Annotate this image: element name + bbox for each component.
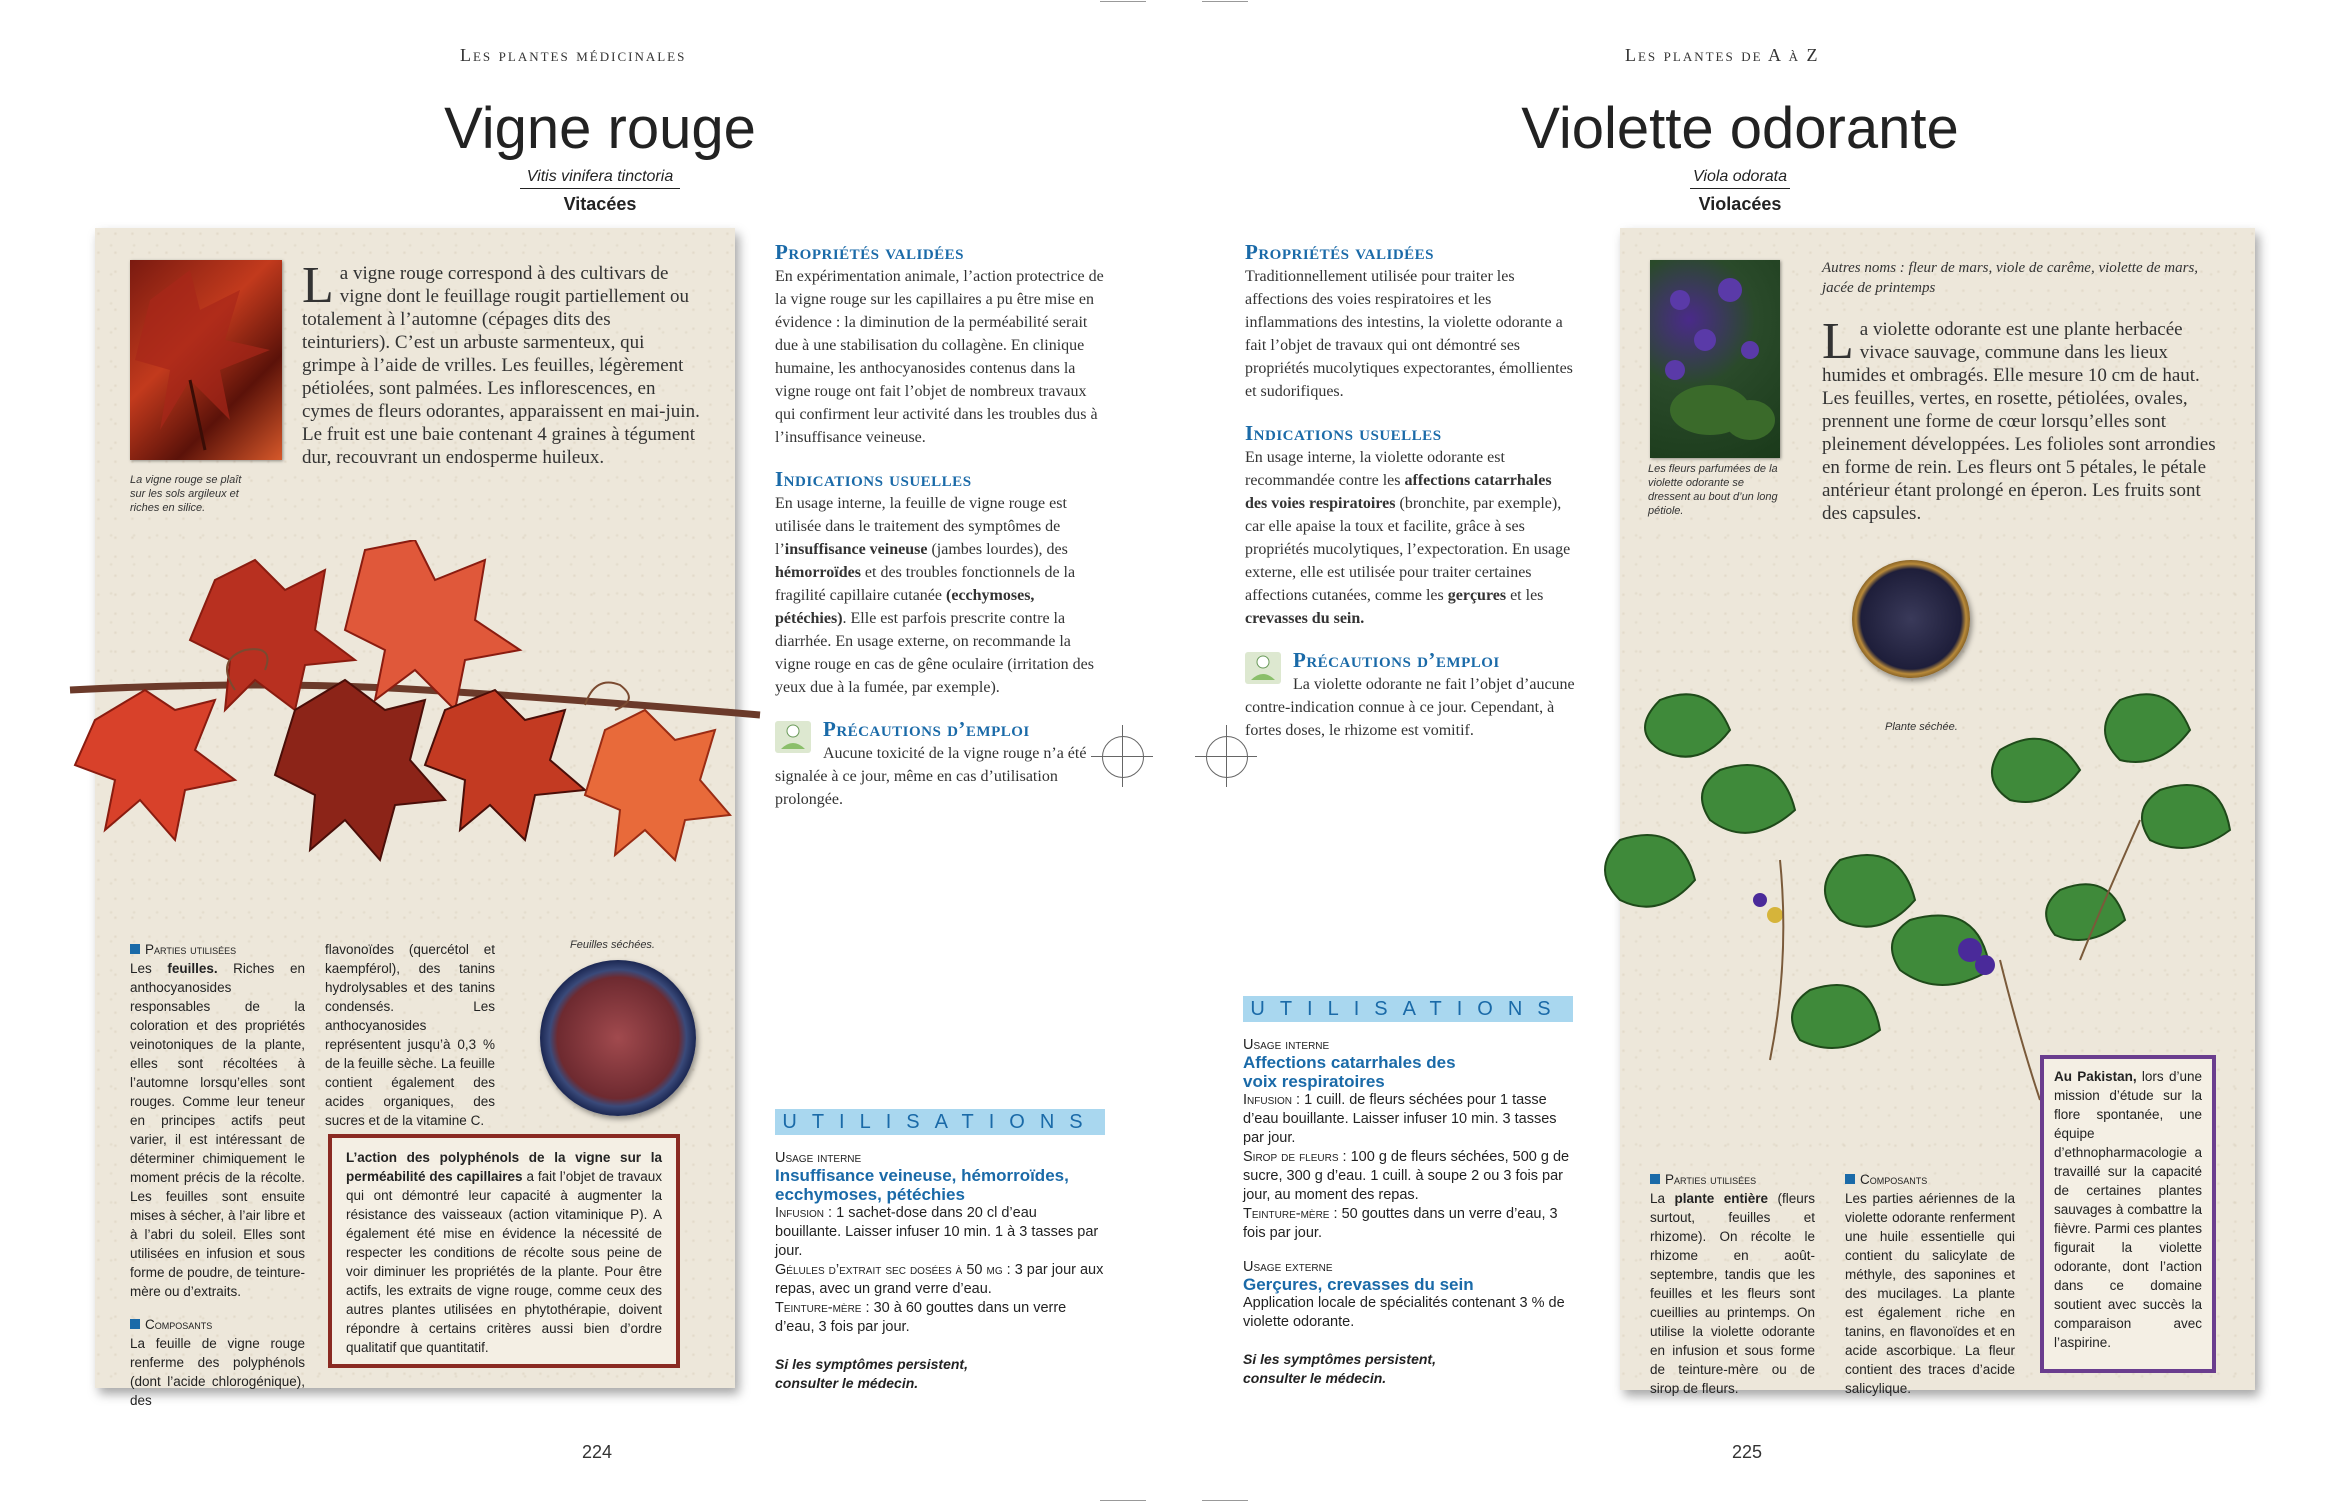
components-title: Composants [1860, 1172, 1928, 1187]
parts-bold: plante entière [1674, 1191, 1769, 1206]
components-text: Les parties aériennes de la violette odorante renferment une huile essentielle qui contient du salicylate de méthyle, des saponines et des mucilages. La plante est également riche en tanins, en flavonoïdes et en acide ascorbique. La fleur contient des traces d’acide salicylique. [1845, 1191, 2015, 1396]
usage-externe: Usage externe [1243, 1259, 1333, 1275]
properties-text: Traditionnellement utilisée pour traiter les affections des voies respiratoires et les inflammations des intestins, la violette odorante a fait l’objet de travaux qui ont démontré ses propriétés mucolytiques expectorantes, émollientes et sudorifiques. [1245, 268, 1573, 400]
intro-text: a vigne rouge correspond à des cultivars de vigne dont le feuillage rougit partiellement ou totalement à l’automne (cépages dits des teinturiers). C’est un arbuste sarmenteux, qui grimpe à l’aide de vrilles. Les feuilles, légèrement pétiolées, sont palmées. Les inflorescences, en cymes de fleurs odorantes, apparaissent en mai-juin. Le fruit est une baie contenant 4 graines à tégument dur, recouvrant un endosperme huileux. [302, 263, 700, 468]
warning-left: Si les symptômes persistent, consulter le médecin. [775, 1356, 968, 1391]
usage-interne: Usage interne [775, 1150, 862, 1166]
parts-title: Parties utilisées [145, 942, 237, 957]
ind-bold: insuffisance veineuse [784, 541, 928, 558]
label: Infusion [1243, 1092, 1293, 1108]
intro-text: a violette odorante est une plante herbacée vivace sauvage, commune dans les lieux humides et ombragés. Elle mesure 10 cm de haut. Les feuilles, vertes, en rosette, pétiolées, ovales, prennent une forme de cœur lorsqu’elles sont pleinement développées. Les folioles sont arrondies en forme de rein. Les fleurs ont 5 pétales, le pétale antérieur étant prolongé en éperon. Les fruits sont des capsules. [1822, 319, 2216, 524]
utilisations-bar-left: UTILISATIONS [775, 1109, 1105, 1135]
family-right: Violacées [1698, 194, 1782, 214]
vine-photo [130, 260, 282, 460]
dried-caption-left: Feuilles séchées. [570, 939, 655, 951]
components-right [1845, 1170, 2015, 1398]
bullet-square [1650, 1174, 1660, 1184]
family-left: Vitacées [563, 194, 637, 214]
registration-mark [1102, 736, 1144, 778]
parts-text: Riches en anthocyanosides responsables de la coloration et des propriétés veinotoniques de la plante, elles sont récoltées à l’automne lorsqu’elles sont rouges. Comme leur teneur en principes actifs peut varier, il est intéressant de déterminer chimiquement le moment précis de la récolte. Les feuilles sont ensuite mises à sécher, à l’air libre et à l’abri du soleil. Elles sont utilisées en infusion et sous forme de poudre, de teinture-mère ou d’extraits. [130, 961, 305, 1299]
components-col2-left: flavonoïdes (quercétol et kaempférol), des tanins hydrolysables et des tanins condensés. Les anthocyanosides représentent jusqu’à 0,3 % de la feuille sèche. La feuille contient également des acides organiques, des sucres et de la vitamine C. [325, 942, 495, 1128]
properties-title: Propriétés validées [775, 240, 965, 264]
sirop-text [1243, 1148, 1573, 1205]
violet-photo [1650, 260, 1780, 458]
parts-bold: feuilles. [167, 961, 218, 976]
precautions-left [775, 717, 1105, 811]
ind-text: et des troubles fonctionnels de la fragilité capillaire cutanée [775, 564, 1076, 604]
precautions-title: Précautions d’emploi [1293, 648, 1500, 672]
infusion-text [775, 1204, 1105, 1261]
indications-text [775, 492, 1105, 699]
label: Teinture-mère [1243, 1206, 1330, 1222]
box-text: a fait l’objet de travaux qui ont démontré leur capacité à augmenter la résistance des vaisseaux (action vitaminique P). A également été mise en évidence la nécessité de respecter les conditions de récolte sous peine de voir diminuer les propriétés de la plante. Pour être actifs, les extraits de vigne rouge, comme ceux des autres plantes utilisées en phytothérapie, doivent répondre à certains critères aussi bien d’ordre qualitatif que quantitatif. [346, 1169, 662, 1355]
vine-leaves-illustration [65, 540, 765, 880]
warning-right: Si les symptômes persistent, consulter le médecin. [1243, 1351, 1436, 1386]
usage-interne: Usage interne [1243, 1037, 1330, 1053]
precautions-text: La violette odorante ne fait l’objet d’aucune contre-indication connue à ce jour. Cependant, à fortes doses, le rhizome est vomitif. [1245, 676, 1575, 739]
parts-text: La [1650, 1191, 1675, 1206]
externe-text: Application locale de spécialités contenant 3 % de violette odorante. [1243, 1295, 1565, 1330]
infusion-text [1243, 1091, 1573, 1148]
crop-mark [1100, 1, 1146, 2]
latin-name-right: Viola odorata [1693, 168, 1787, 185]
bullet-square [1845, 1174, 1855, 1184]
indications-text [1245, 446, 1575, 630]
teinture-text [775, 1299, 1105, 1337]
bullet-square [130, 1319, 140, 1329]
utilisations-bar-right: UTILISATIONS [1243, 996, 1573, 1022]
value: : 100 g de fleurs séchées, 500 g de sucre, 300 g d’eau. 1 cuill. à soupe 2 ou 3 fois par jour, au moment des repas. [1243, 1149, 1570, 1203]
intro-left [302, 257, 702, 469]
page-title-left: Vigne rouge [444, 96, 756, 161]
running-head-left: Les plantes médicinales [460, 45, 687, 65]
gelules-text [775, 1261, 1105, 1299]
utilisations-left [775, 1150, 1105, 1393]
rule [1690, 188, 1790, 189]
bullet-square [130, 944, 140, 954]
plant-icon [775, 721, 811, 753]
box-title: L’action des polyphénols de la vigne sur la perméabilité des capillaires [346, 1150, 662, 1184]
ind-text: et les [1506, 587, 1544, 604]
dried-leaves-bowl [540, 960, 696, 1116]
ind-text: En usage interne, la violette odorante est recommandée contre les [1245, 449, 1505, 489]
page-title-right: Violette odorante [1521, 96, 1959, 161]
ind-bold: crevasses du sein. [1245, 610, 1365, 627]
value: : 1 cuill. de fleurs séchées pour 1 tasse d’eau bouillante. Laisser infuser 10 min. 3 tasses par jour. [1243, 1092, 1557, 1146]
properties-left [775, 240, 1105, 811]
rule [520, 188, 680, 189]
dried-caption-right: Plante séchée. [1885, 721, 1958, 733]
box-bold: Au Pakistan, [2054, 1069, 2137, 1084]
properties-title: Propriétés validées [1245, 240, 1435, 264]
ind-bold: affections catarrhales des voies respiratoires [1245, 472, 1552, 512]
ind-text: (jambes lourdes), des [927, 541, 1068, 558]
parts-used-right [1650, 1170, 1815, 1398]
other-names: Autres noms : fleur de mars, viole de carême, violette de mars, jacée de printemps [1822, 260, 2199, 296]
value: : 50 gouttes dans un verre d’eau, 3 fois par jour. [1243, 1206, 1558, 1241]
precautions-right [1245, 648, 1575, 742]
pakistan-box [2040, 1055, 2216, 1373]
util-subtitle: Insuffisance veineuse, hémorroïdes, ecchymoses, pétéchies [775, 1166, 1069, 1204]
dropcap: L [1822, 313, 1854, 370]
label: Infusion [775, 1205, 825, 1221]
dropcap: L [302, 257, 334, 314]
label: Sirop de fleurs [1243, 1149, 1339, 1165]
utilisations-right [1243, 1037, 1573, 1388]
page-number-right: 225 [1732, 1442, 1763, 1462]
ind-text: (bronchite, par exemple), car elle apaise la toux et facilite, grâce à ses propriétés mucolytiques, l’expectoration. En usage externe, elle est utilisée pour traiter certaines affections cutanées, comme les [1245, 495, 1571, 604]
ind-bold: (ecchymoses, pétéchies) [775, 587, 1035, 627]
ind-bold: hémorroïdes [775, 564, 861, 581]
crop-mark [1202, 1, 1248, 2]
box-text: lors d’une mission d’étude sur la flore spontanée, une équipe d’ethnopharmacologie a travaillé sur la capacité de certaines plantes sauvages à combattre la fièvre. Parmi ces plantes figurait la violette odorante, dont l’action dans ce domaine soutient avec succès la comparaison avec l’aspirine. [2054, 1069, 2202, 1350]
indications-title: Indications usuelles [1245, 421, 1442, 445]
parts-text: Les [130, 961, 168, 976]
latin-name-left: Vitis vinifera tinctoria [526, 168, 674, 185]
parts-text: (fleurs surtout, feuilles et rhizome). On récolte le rhizome en août-septembre, tandis que les feuilles et les fleurs sont cueillies au printemps. On utilise la violette odorante en infusion et sous forme de teinture-mère ou de sirop de fleurs. [1650, 1191, 1815, 1396]
value: : 30 à 60 gouttes dans un verre d’eau, 3 fois par jour. [775, 1300, 1067, 1335]
util-subtitle: Affections catarrhales des voix respiratoires [1243, 1053, 1456, 1091]
intro-right [1822, 313, 2222, 525]
components-title: Composants [145, 1317, 213, 1332]
ind-bold: gerçures [1447, 587, 1507, 604]
page-number-left: 224 [582, 1442, 613, 1462]
ind-text: . Elle est parfois prescrite contre la diarrhée. En usage externe, on recommande la vigne rouge en cas de gêne oculaire (irritation des yeux due à la fumée, par exemple). [775, 610, 1094, 696]
precautions-text: Aucune toxicité de la vigne rouge n’a été signalée à ce jour, même en cas d’utilisation prolongée. [775, 745, 1087, 808]
photo-caption-right: Les fleurs parfumées de la violette odorante se dressent au bout d’un long pétiole. [1648, 463, 1778, 517]
teinture-text [1243, 1205, 1573, 1243]
photo-caption-left: La vigne rouge se plaît sur les sols argileux et riches en silice. [130, 474, 242, 514]
running-head-right: Les plantes de A à Z [1625, 45, 1820, 65]
parts-used-left [130, 940, 305, 1410]
util-subtitle: Gerçures, crevasses du sein [1243, 1275, 1474, 1294]
value: : 1 sachet-dose dans 20 cl d’eau bouillante. Laisser infuser 10 min. 1 à 3 tasses par jour. [775, 1205, 1099, 1259]
properties-right [1245, 240, 1575, 742]
parts-title: Parties utilisées [1665, 1172, 1757, 1187]
label: Gélules d’extrait sec dosées à 50 mg [775, 1262, 1003, 1278]
violet-flower-icon [1650, 260, 1780, 458]
polyphenol-box [328, 1134, 680, 1368]
properties-text: En expérimentation animale, l’action protectrice de la vigne rouge sur les capillaires a pu être mise en évidence : la diminution de la perméabilité serait due à une stabilisation du collagène. En clinique humaine, les anthocyanosides contenus dans la vigne rouge ont fait l’objet de nombreux travaux qui confirment leur activité dans les troubles dus à l’insuffisance veineuse. [775, 268, 1104, 446]
indications-title: Indications usuelles [775, 467, 972, 491]
plant-icon [1245, 652, 1281, 684]
registration-mark [1206, 736, 1248, 778]
components-text: La feuille de vigne rouge renferme des polyphénols (dont l’acide chlorogénique), des [130, 1336, 305, 1408]
ind-text: En usage interne, la feuille de vigne rouge est utilisée dans le traitement des symptômes de l’ [775, 495, 1067, 558]
leaf-photo-icon [130, 260, 282, 460]
value: : 3 par jour aux repas, avec un grand verre d’eau. [775, 1262, 1104, 1297]
precautions-title: Précautions d’emploi [823, 717, 1030, 741]
label: Teinture-mère [775, 1300, 862, 1316]
